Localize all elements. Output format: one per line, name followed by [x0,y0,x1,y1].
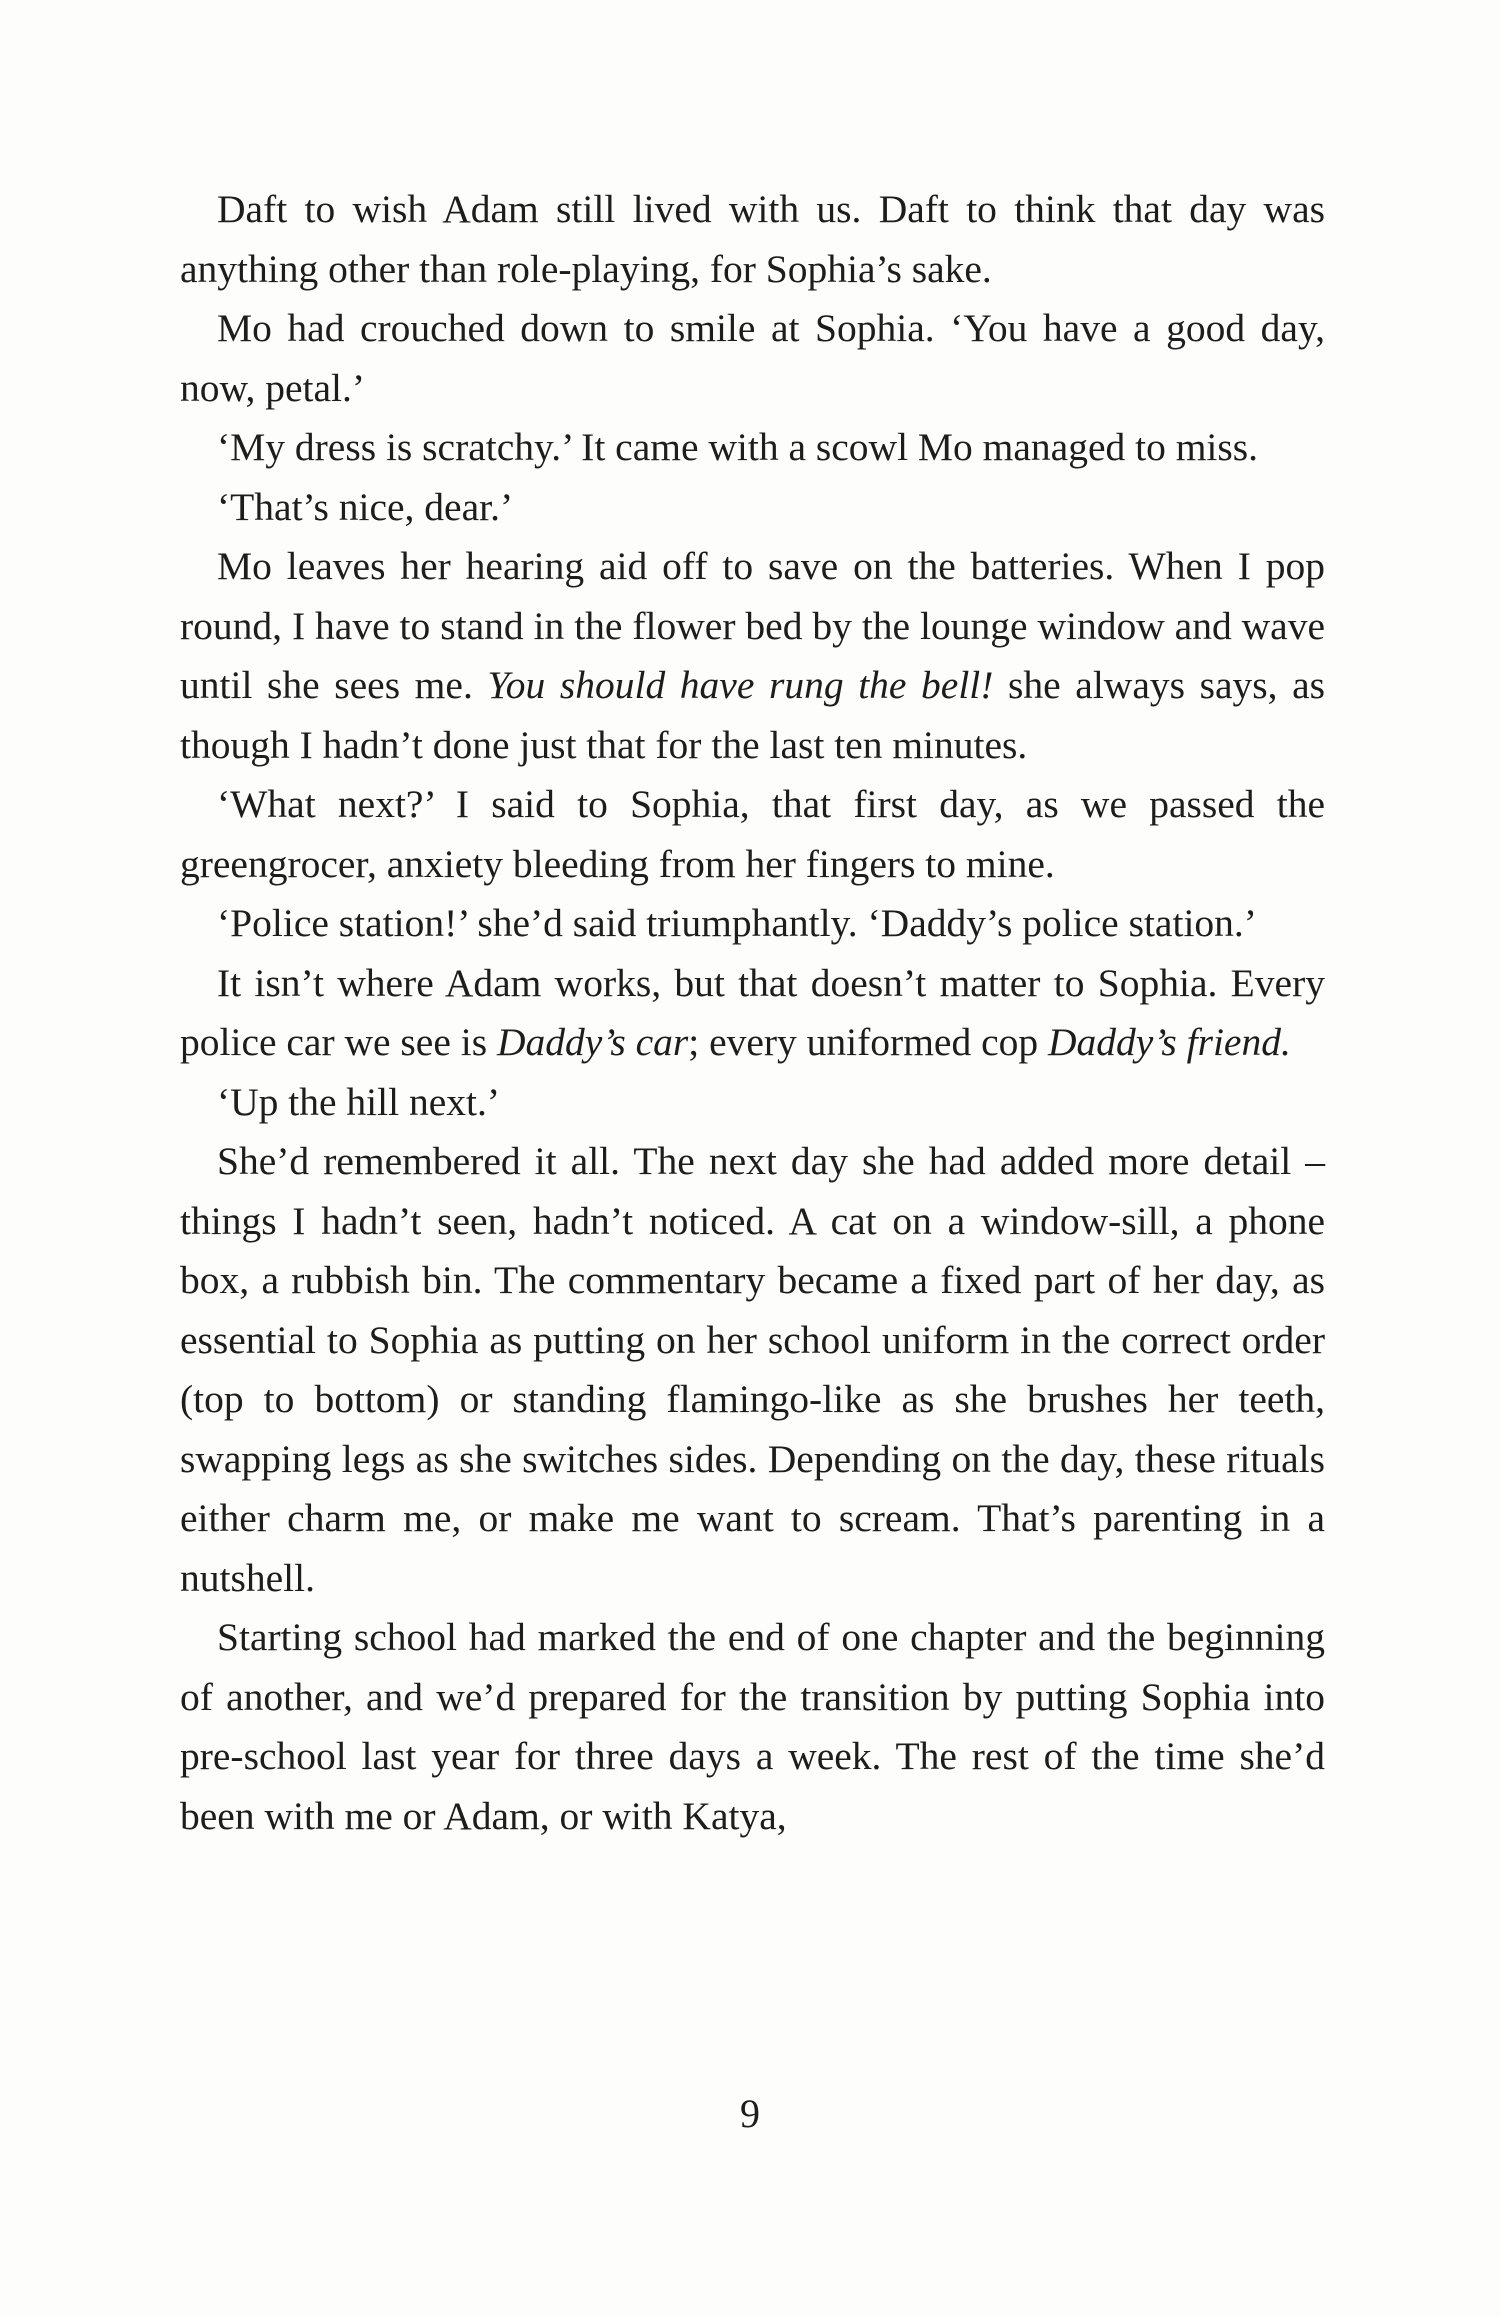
text-segment: ‘That’s nice, dear.’ [217,484,514,529]
text-segment: ‘My dress is scratchy.’ It came with a scowl Mo managed to miss. [217,425,1259,469]
italic-text: Daddy’s friend. [1048,1020,1291,1064]
paragraph [180,418,1325,478]
text-segment: she always says, as though I hadn’t done just that for the last ten minutes. [180,663,1325,767]
paragraph [180,1073,1325,1133]
paragraph [180,537,1325,775]
text-segment: ; every uniformed cop [688,1020,1048,1064]
paragraph [180,299,1325,418]
paragraph [180,1608,1325,1846]
paragraph [180,1132,1325,1608]
text-segment: Mo had crouched down to smile at Sophia. ‘You have a good day, now, petal.’ [180,306,1325,410]
text-segment: She’d remembered it all. The next day she had added more detail – things I hadn’t seen, hadn’t noticed. A cat on a window-sill, a phone box, a rubbish bin. The commentary became a fixed part of her day, as essential to Sophia as putting on her school uniform in the correct order (top to bottom) or standing flamingo-like as she brushes her teeth, swapping legs as she switches sides. Depending on the day, these rituals either charm me, or make me want to scream. That’s parenting in a nutshell. [180,1139,1325,1600]
text-segment: ‘Up the hill next.’ [217,1079,501,1124]
text-segment: It isn’t where Adam works, but that doesn’t matter to Sophia. Every police car we see is [180,960,1325,1064]
italic-text: You should have rung the bell! [487,663,994,707]
paragraph [180,954,1325,1073]
text-segment: ‘What next?’ I said to Sophia, that first day, as we passed the greengrocer, anxiety bleeding from her fingers to mine. [180,782,1325,886]
paragraph [180,180,1325,299]
text-segment: Mo leaves her hearing aid off to save on the batteries. When I pop round, I have to stand in the flower bed by the lounge window and wave until she sees me. [180,544,1325,707]
page-number: 9 [740,2091,760,2136]
text-segment: ‘Police station!’ she’d said triumphantly. ‘Daddy’s police station.’ [217,901,1257,945]
paragraph [180,775,1325,894]
italic-text: Daddy’s car [496,1020,689,1064]
body-text [180,180,1325,1846]
text-segment: Daft to wish Adam still lived with us. Daft to think that day was anything other than role-playing, for Sophia’s sake. [180,187,1325,291]
paragraph [180,894,1325,954]
text-segment: Starting school had marked the end of one chapter and the beginning of another, and we’d prepared for the transition by putting Sophia into pre-school last year for three days a week. The rest of the time she’d been with me or Adam, or with Katya, [180,1615,1325,1838]
paragraph [180,478,1325,538]
